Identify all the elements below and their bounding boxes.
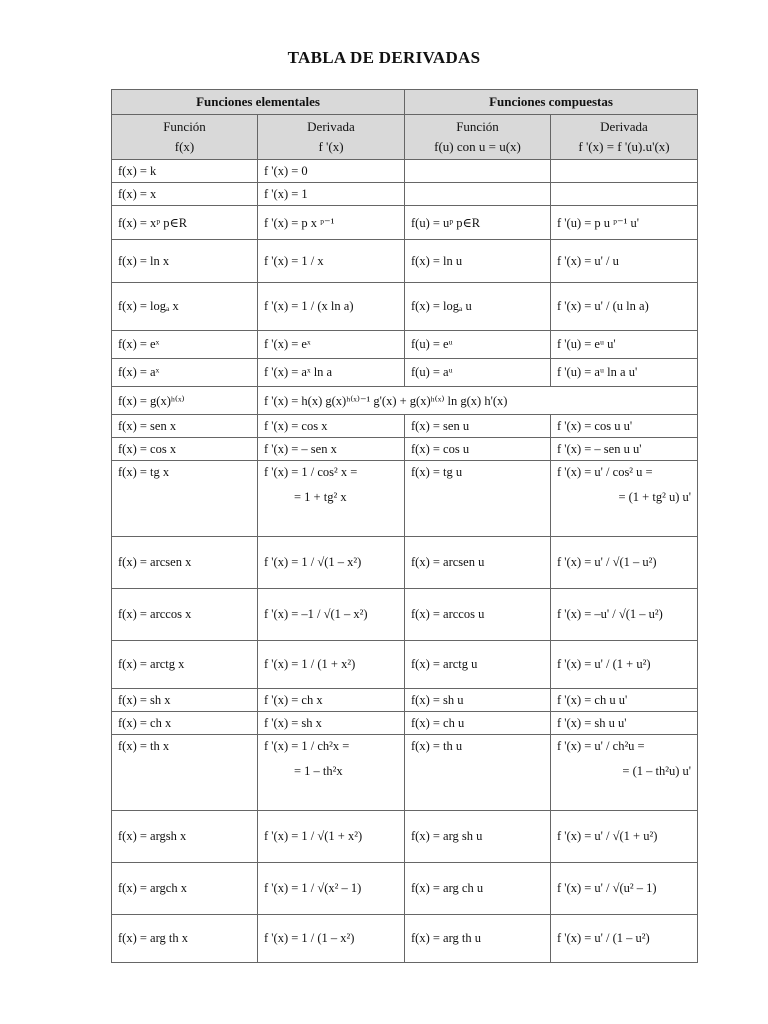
cell-funcion bbox=[112, 240, 258, 283]
cell-funcion-compuesta bbox=[405, 240, 551, 283]
header-compuestas: Funciones compuestas bbox=[405, 90, 698, 115]
cell-derivada-compuesta bbox=[551, 331, 698, 359]
cell-derivada bbox=[258, 415, 405, 438]
formula-text: f(x) = arcsen x bbox=[118, 555, 192, 569]
formula-text: f(x) = sen u bbox=[411, 418, 470, 433]
cell-derivada bbox=[258, 641, 405, 689]
table-row bbox=[112, 461, 698, 537]
cell-derivada bbox=[258, 240, 405, 283]
formula-text: f '(x) = 1 / x bbox=[264, 253, 324, 268]
cell-funcion bbox=[112, 863, 258, 915]
cell-derivada-compuesta bbox=[551, 206, 698, 240]
cell-derivada bbox=[258, 331, 405, 359]
formula-text: f '(x) = cos u u' bbox=[557, 418, 633, 433]
cell-derivada-compuesta bbox=[551, 915, 698, 963]
header-label: Derivada bbox=[307, 119, 355, 134]
formula-text: f(x) = argsh x bbox=[118, 829, 187, 843]
cell-funcion bbox=[112, 387, 258, 415]
cell-derivada-compuesta bbox=[551, 537, 698, 589]
formula-text: f(x) = tg x bbox=[118, 465, 170, 479]
formula-split bbox=[264, 739, 398, 779]
cell-derivada bbox=[258, 183, 405, 206]
cell-funcion-compuesta bbox=[405, 641, 551, 689]
formula-text: f(x) = logₐ x bbox=[118, 299, 179, 313]
header-elementales: Funciones elementales bbox=[112, 90, 405, 115]
table-row bbox=[112, 331, 698, 359]
cell-funcion bbox=[112, 915, 258, 963]
formula-text: f(x) = arcsen u bbox=[411, 555, 485, 569]
formula-text: f '(x) = p x ᵖ⁻¹ bbox=[264, 215, 335, 230]
formula-text: f(x) = sh x bbox=[118, 692, 171, 707]
formula-split bbox=[557, 739, 691, 779]
formula-text: f '(x) = u' / ch²u = bbox=[557, 739, 645, 753]
cell-derivada bbox=[258, 863, 405, 915]
formula-text: f '(x) = u' / √(u² – 1) bbox=[557, 881, 657, 895]
cell-funcion bbox=[112, 331, 258, 359]
formula-text: f '(x) = sh u u' bbox=[557, 715, 627, 730]
cell-derivada-compuesta bbox=[551, 359, 698, 387]
header-funcion-compuesta bbox=[405, 115, 551, 160]
formula-text: f(x) = cos u bbox=[411, 441, 470, 456]
table-row bbox=[112, 641, 698, 689]
table-row bbox=[112, 283, 698, 331]
formula-text: f(u) = uᵖ p∈R bbox=[411, 215, 481, 230]
cell-funcion-compuesta bbox=[405, 461, 551, 537]
cell-derivada bbox=[258, 589, 405, 641]
cell-funcion-compuesta bbox=[405, 863, 551, 915]
cell-funcion bbox=[112, 461, 258, 537]
cell-funcion-compuesta bbox=[405, 811, 551, 863]
formula-text: f '(x) = eˣ bbox=[264, 337, 311, 351]
cell-funcion bbox=[112, 206, 258, 240]
page-title: TABLA DE DERIVADAS bbox=[287, 48, 481, 67]
cell-funcion-compuesta bbox=[405, 359, 551, 387]
formula-text: f(x) = arg th u bbox=[411, 931, 481, 945]
formula-text: f '(x) = u' / (1 – u²) bbox=[557, 931, 650, 945]
cell-derivada-compuesta bbox=[551, 160, 698, 183]
formula-text: f '(x) = cos x bbox=[264, 418, 328, 433]
formula-text: f '(x) = 1 / (1 + x²) bbox=[264, 657, 356, 671]
cell-funcion-compuesta bbox=[405, 415, 551, 438]
formula-text: f(x) = arccos x bbox=[118, 607, 192, 621]
table-row bbox=[112, 359, 698, 387]
cell-funcion bbox=[112, 415, 258, 438]
formula-text: f '(x) = 1 / cos² x = bbox=[264, 465, 358, 479]
cell-funcion bbox=[112, 735, 258, 811]
formula-text: f(x) = x bbox=[118, 186, 157, 201]
table-row bbox=[112, 160, 698, 183]
formula-text: f '(x) = – sen u u' bbox=[557, 441, 642, 456]
cell-derivada-compuesta bbox=[551, 438, 698, 461]
cell-funcion bbox=[112, 183, 258, 206]
formula-text: f(x) = ln u bbox=[411, 253, 463, 268]
cell-derivada-compuesta bbox=[551, 712, 698, 735]
formula-text: f(x) = sh u bbox=[411, 692, 464, 707]
formula-text: f '(u) = eᵘ u' bbox=[557, 337, 616, 351]
formula-text: f(x) = ch x bbox=[118, 715, 172, 730]
formula-text: f(x) = arg th x bbox=[118, 931, 188, 945]
cell-funcion bbox=[112, 712, 258, 735]
cell-funcion-compuesta bbox=[405, 331, 551, 359]
table-row bbox=[112, 712, 698, 735]
cell-funcion bbox=[112, 359, 258, 387]
cell-derivada-compuesta bbox=[551, 641, 698, 689]
cell-funcion-compuesta bbox=[405, 915, 551, 963]
table-row bbox=[112, 537, 698, 589]
table-row bbox=[112, 240, 698, 283]
cell-funcion-compuesta bbox=[405, 283, 551, 331]
formula-text: f '(x) = sh x bbox=[264, 715, 322, 730]
header-group-row bbox=[112, 90, 698, 115]
header-sublabel: f '(x) = f '(u).u'(x) bbox=[578, 139, 670, 154]
cell-funcion-compuesta bbox=[405, 206, 551, 240]
formula-text: f(x) = cos x bbox=[118, 441, 177, 456]
formula-text: f '(x) = – sen x bbox=[264, 441, 337, 456]
formula-text: f '(x) = u' / √(1 + u²) bbox=[557, 829, 658, 843]
cell-derivada bbox=[258, 359, 405, 387]
formula-text: f '(x) = 1 / ch²x = bbox=[264, 739, 350, 753]
cell-derivada bbox=[258, 387, 698, 415]
formula-text-continued: = 1 + tg² x bbox=[294, 490, 347, 504]
formula-text: f '(x) = u' / (u ln a) bbox=[557, 299, 649, 313]
header-sublabel: f '(x) bbox=[318, 139, 344, 154]
cell-funcion bbox=[112, 438, 258, 461]
cell-derivada-compuesta bbox=[551, 589, 698, 641]
formula-text: f(x) = argch x bbox=[118, 881, 187, 895]
formula-text: f '(x) = 1 / √(1 – x²) bbox=[264, 555, 362, 569]
formula-text: f(x) = arg ch u bbox=[411, 881, 484, 895]
formula-text: f '(u) = aᵘ ln a u' bbox=[557, 365, 638, 379]
cell-derivada bbox=[258, 537, 405, 589]
header-label: Derivada bbox=[600, 119, 648, 134]
header-sublabel: f(x) bbox=[174, 139, 195, 154]
formula-text: f '(x) = –1 / √(1 – x²) bbox=[264, 607, 368, 621]
formula-text: f '(x) = ch x bbox=[264, 692, 323, 707]
formula-text: f(x) = th x bbox=[118, 739, 170, 753]
formula-text: f '(x) = –u' / √(1 – u²) bbox=[557, 607, 663, 621]
cell-derivada-compuesta bbox=[551, 735, 698, 811]
cell-derivada-compuesta bbox=[551, 461, 698, 537]
formula-text: f(x) = sen x bbox=[118, 418, 177, 433]
table-body bbox=[112, 160, 698, 963]
table-row bbox=[112, 206, 698, 240]
formula-text: f(u) = eᵘ bbox=[411, 337, 453, 351]
formula-text: f(x) = arctg x bbox=[118, 657, 185, 671]
cell-derivada bbox=[258, 461, 405, 537]
formula-text: f(u) = aᵘ bbox=[411, 365, 453, 379]
cell-derivada bbox=[258, 811, 405, 863]
formula-text-continued: = 1 – th²x bbox=[294, 764, 343, 778]
cell-funcion-compuesta bbox=[405, 689, 551, 712]
formula-split bbox=[557, 465, 691, 505]
formula-text: f '(x) = 0 bbox=[264, 163, 308, 178]
cell-funcion-compuesta bbox=[405, 735, 551, 811]
cell-funcion-compuesta bbox=[405, 712, 551, 735]
formula-text-continued: = (1 + tg² u) u' bbox=[618, 490, 691, 504]
formula-text: f(x) = arg sh u bbox=[411, 829, 483, 843]
derivatives-table bbox=[111, 89, 698, 963]
cell-derivada-compuesta bbox=[551, 240, 698, 283]
header-derivada-compuesta bbox=[551, 115, 698, 160]
cell-funcion bbox=[112, 641, 258, 689]
header-funcion-elemental bbox=[112, 115, 258, 160]
formula-text: f(x) = eˣ bbox=[118, 337, 160, 351]
formula-text: f(x) = k bbox=[118, 163, 157, 178]
formula-split bbox=[264, 465, 398, 505]
cell-derivada bbox=[258, 915, 405, 963]
formula-text: f '(x) = ch u u' bbox=[557, 692, 628, 707]
formula-text: f '(x) = u' / √(1 – u²) bbox=[557, 555, 657, 569]
cell-derivada bbox=[258, 438, 405, 461]
header-label: Función bbox=[456, 119, 499, 134]
table-row bbox=[112, 915, 698, 963]
header-derivada-elemental bbox=[258, 115, 405, 160]
cell-derivada-compuesta bbox=[551, 689, 698, 712]
formula-text: f '(u) = p u ᵖ⁻¹ u' bbox=[557, 215, 640, 230]
table-row bbox=[112, 863, 698, 915]
table-row bbox=[112, 183, 698, 206]
cell-funcion bbox=[112, 689, 258, 712]
table-row bbox=[112, 689, 698, 712]
table-row bbox=[112, 589, 698, 641]
table-row bbox=[112, 415, 698, 438]
cell-funcion bbox=[112, 283, 258, 331]
cell-derivada bbox=[258, 735, 405, 811]
formula-text: f(x) = arccos u bbox=[411, 607, 485, 621]
formula-text: f '(x) = h(x) g(x)ʰ⁽ˣ⁾⁻¹ g'(x) + g(x)ʰ⁽ˣ⁾ ln g(x) h'(x) bbox=[264, 393, 508, 408]
table-row bbox=[112, 811, 698, 863]
formula-text: f(x) = th u bbox=[411, 739, 463, 753]
cell-derivada-compuesta bbox=[551, 183, 698, 206]
formula-text: f(x) = ch u bbox=[411, 715, 465, 730]
formula-text: f(x) = aˣ bbox=[118, 365, 160, 379]
cell-derivada bbox=[258, 160, 405, 183]
table-row bbox=[112, 387, 698, 415]
cell-funcion-compuesta bbox=[405, 589, 551, 641]
cell-funcion bbox=[112, 589, 258, 641]
formula-text-continued: = (1 – th²u) u' bbox=[622, 764, 691, 778]
cell-funcion bbox=[112, 160, 258, 183]
formula-text: f '(x) = u' / (1 + u²) bbox=[557, 657, 651, 671]
formula-text: f '(x) = 1 / (x ln a) bbox=[264, 299, 354, 313]
formula-text: f(x) = arctg u bbox=[411, 657, 478, 671]
cell-derivada-compuesta bbox=[551, 415, 698, 438]
formula-text: f(x) = tg u bbox=[411, 465, 463, 479]
header-label: Función bbox=[163, 119, 206, 134]
formula-text: f '(x) = u' / u bbox=[557, 253, 619, 268]
header-column-row bbox=[112, 115, 698, 160]
cell-funcion-compuesta bbox=[405, 160, 551, 183]
formula-text: f(x) = xᵖ p∈R bbox=[118, 215, 188, 230]
formula-text: f '(x) = aˣ ln a bbox=[264, 365, 333, 379]
cell-derivada bbox=[258, 206, 405, 240]
table-row bbox=[112, 735, 698, 811]
header-sublabel: f(u) con u = u(x) bbox=[434, 139, 521, 154]
cell-derivada-compuesta bbox=[551, 863, 698, 915]
cell-funcion-compuesta bbox=[405, 438, 551, 461]
formula-text: f(x) = ln x bbox=[118, 253, 170, 268]
formula-text: f '(x) = 1 / √(1 + x²) bbox=[264, 829, 363, 843]
cell-funcion-compuesta bbox=[405, 537, 551, 589]
cell-derivada-compuesta bbox=[551, 283, 698, 331]
cell-funcion-compuesta bbox=[405, 183, 551, 206]
cell-derivada-compuesta bbox=[551, 811, 698, 863]
formula-text: f(x) = g(x)ʰ⁽ˣ⁾ bbox=[118, 393, 185, 408]
cell-funcion bbox=[112, 811, 258, 863]
formula-text: f(x) = logₐ u bbox=[411, 299, 472, 313]
cell-derivada bbox=[258, 712, 405, 735]
formula-text: f '(x) = 1 / √(x² – 1) bbox=[264, 881, 362, 895]
formula-text: f '(x) = 1 bbox=[264, 186, 308, 201]
cell-derivada bbox=[258, 689, 405, 712]
formula-text: f '(x) = 1 / (1 – x²) bbox=[264, 931, 355, 945]
table-row bbox=[112, 438, 698, 461]
cell-derivada bbox=[258, 283, 405, 331]
formula-text: f '(x) = u' / cos² u = bbox=[557, 465, 653, 479]
cell-funcion bbox=[112, 537, 258, 589]
